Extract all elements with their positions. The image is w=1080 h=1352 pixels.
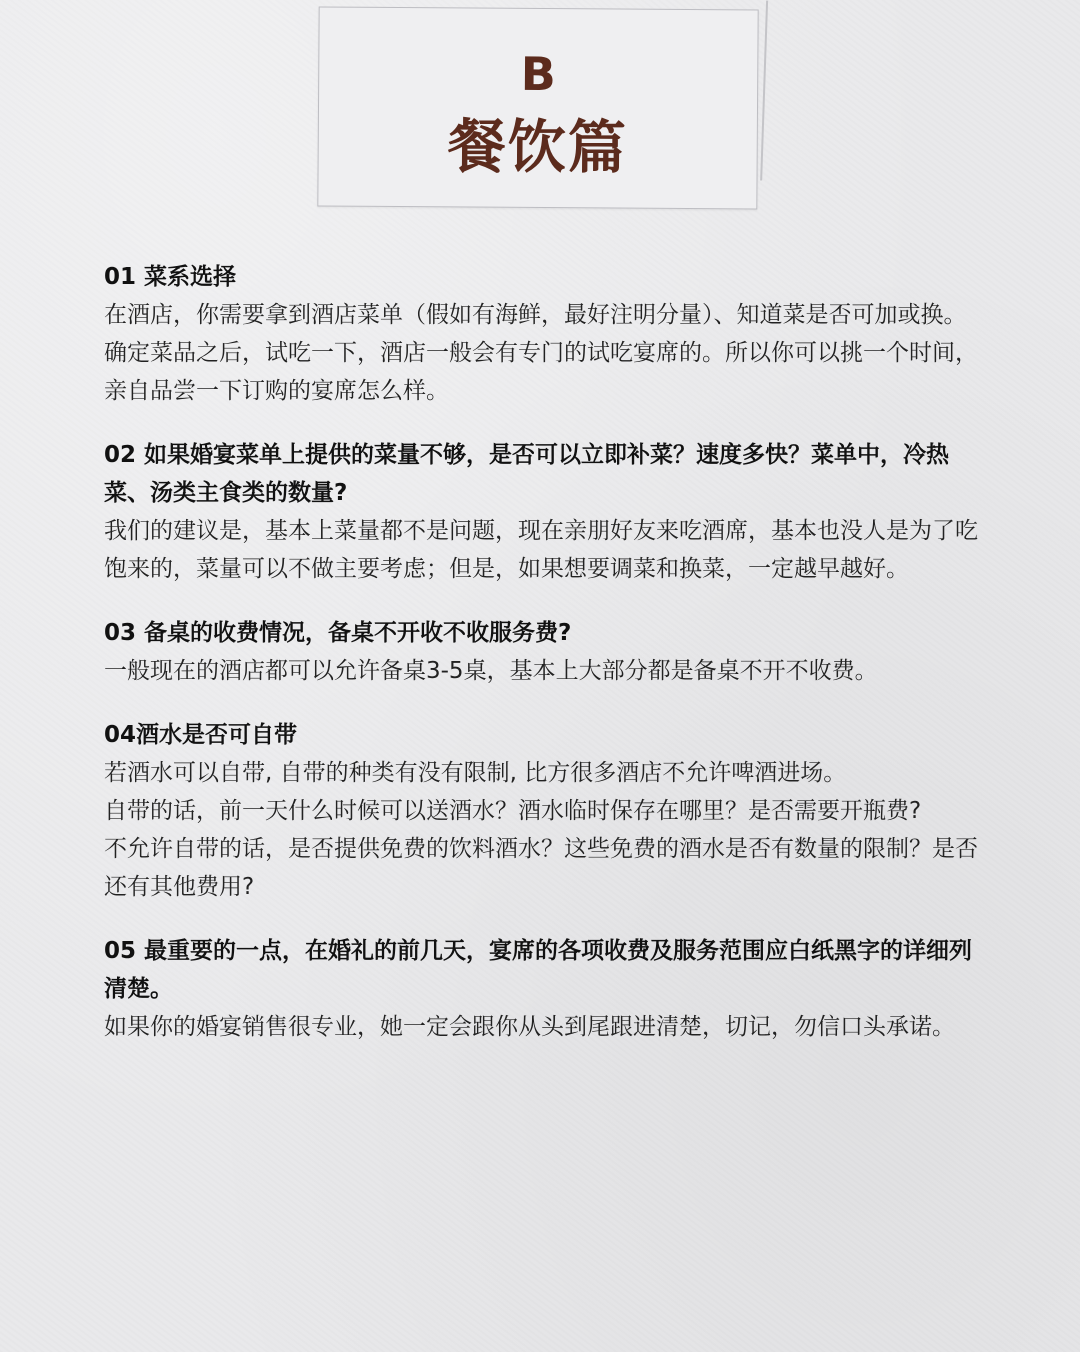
section-paragraph: 确定菜品之后，试吃一下，酒店一般会有专门的试吃宴席的。所以你可以挑一个时间，亲自品尝一下订购的宴席怎么样。 xyxy=(104,340,978,404)
section-paragraph: 在酒店，你需要拿到酒店菜单（假如有海鲜，最好注明分量）、知道菜是否可加或换。 xyxy=(104,302,967,328)
section-05 xyxy=(104,932,984,1046)
section-paragraph: 不允许自带的话，是否提供免费的饮料酒水？这些免费的酒水是否有数量的限制？是否还有其他费用? xyxy=(104,836,978,900)
section-paragraph: 如果你的婚宴销售很专业，她一定会跟你从头到尾跟进清楚，切记，勿信口头承诺。 xyxy=(104,1014,955,1040)
section-heading: 01 菜系选择 xyxy=(104,264,237,290)
section-letter: B xyxy=(520,46,556,102)
section-heading: 04酒水是否可自带 xyxy=(104,722,298,748)
section-paragraph: 自带的话，前一天什么时候可以送酒水？酒水临时保存在哪里？是否需要开瓶费? xyxy=(104,798,922,824)
section-01 xyxy=(104,258,984,410)
section-paragraph: 一般现在的酒店都可以允许备桌3-5桌，基本上大部分都是备桌不开不收费。 xyxy=(104,658,878,684)
section-heading: 03 备桌的收费情况，备桌不开收不收服务费? xyxy=(104,620,572,646)
section-paragraph: 我们的建议是，基本上菜量都不是问题，现在亲朋好友来吃酒席，基本也没人是为了吃饱来的，菜量可以不做主要考虑；但是，如果想要调菜和换菜，一定越早越好。 xyxy=(104,518,978,582)
section-heading: 05 最重要的一点，在婚礼的前几天，宴席的各项收费及服务范围应白纸黑字的详细列清楚。 xyxy=(104,938,973,1002)
title-card xyxy=(317,6,758,209)
section-heading: 02 如果婚宴菜单上提供的菜量不够，是否可以立即补菜？速度多快？菜单中，冷热菜、汤类主食类的数量? xyxy=(104,442,950,506)
section-03 xyxy=(104,614,984,690)
page-title: 餐饮篇 xyxy=(447,112,628,182)
section-paragraph: 若酒水可以自带, 自带的种类有没有限制, 比方很多酒店不允许啤酒进场。 xyxy=(104,760,847,786)
section-02 xyxy=(104,436,984,588)
article-body xyxy=(104,258,984,1072)
section-04 xyxy=(104,716,984,906)
